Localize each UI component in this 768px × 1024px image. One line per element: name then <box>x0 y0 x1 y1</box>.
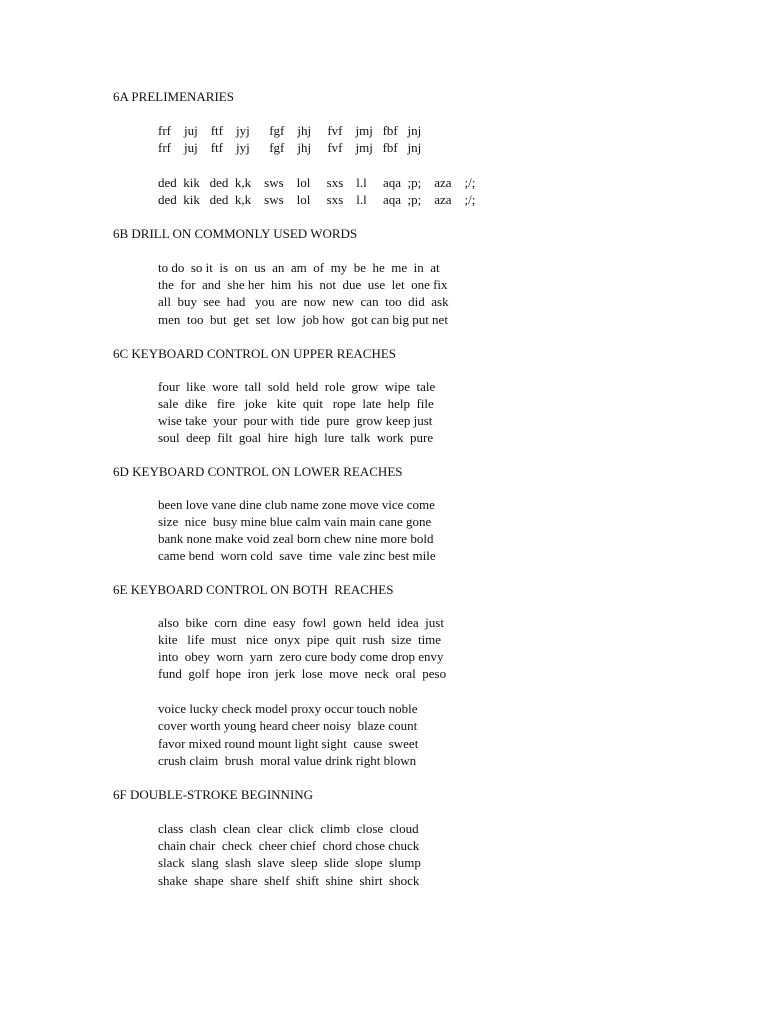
drill-line: voice lucky check model proxy occur touch noble <box>158 701 418 716</box>
section-heading-6e: 6E KEYBOARD CONTROL ON BOTH REACHES <box>113 582 394 597</box>
section-heading-6d: 6D KEYBOARD CONTROL ON LOWER REACHES <box>113 464 403 479</box>
drill-line: came bend worn cold save time vale zinc best mile <box>158 548 436 563</box>
section-heading-6b: 6B DRILL ON COMMONLY USED WORDS <box>113 226 358 241</box>
drill-line: size nice busy mine blue calm vain main cane gone <box>158 514 432 529</box>
drill-line: class clash clean clear click climb close cloud <box>158 821 419 836</box>
drill-line: been love vane dine club name zone move vice come <box>158 497 435 512</box>
drill-line: to do so it is on us an am of my be he me in at <box>158 260 440 275</box>
drill-line: frf juj ftf jyj fgf jhj fvf jmj fbf jnj <box>158 140 422 155</box>
section-heading-6f: 6F DOUBLE-STROKE BEGINNING <box>113 787 314 802</box>
drill-line: favor mixed round mount light sight cause sweet <box>158 736 419 751</box>
drill-line: slack slang slash slave sleep slide slope slump <box>158 855 421 870</box>
drill-line: fund golf hope iron jerk lose move neck oral peso <box>158 666 447 681</box>
drill-line: ded kik ded k,k sws lol sxs l.l aqa ;p; aza ;/; <box>158 192 476 207</box>
section-heading-6c: 6C KEYBOARD CONTROL ON UPPER REACHES <box>113 346 397 361</box>
drill-line: four like wore tall sold held role grow wipe tale <box>158 379 436 394</box>
drill-line: all buy see had you are now new can too did ask <box>158 294 449 309</box>
drill-line: wise take your pour with tide pure grow keep just <box>158 413 433 428</box>
section-heading-6a: 6A PRELIMENARIES <box>113 89 234 104</box>
drill-line: soul deep filt goal hire high lure talk work pure <box>158 430 434 445</box>
drill-line: the for and she her him his not due use let one fix <box>158 277 448 292</box>
drill-line: chain chair check cheer chief chord chose chuck <box>158 838 420 853</box>
drill-line: frf juj ftf jyj fgf jhj fvf jmj fbf jnj <box>158 123 422 138</box>
drill-line: sale dike fire joke kite quit rope late help file <box>158 396 434 411</box>
drill-line: cover worth young heard cheer noisy blaze count <box>158 718 418 733</box>
drill-line: crush claim brush moral value drink right blown <box>158 753 417 768</box>
drill-line: shake shape share shelf shift shine shirt shock <box>158 873 420 888</box>
drill-line: men too but get set low job how got can big put net <box>158 312 448 327</box>
drill-line: kite life must nice onyx pipe quit rush size time <box>158 632 442 647</box>
drill-line: bank none make void zeal born chew nine more bold <box>158 531 434 546</box>
drill-line: into obey worn yarn zero cure body come drop envy <box>158 649 444 664</box>
drill-line: ded kik ded k,k sws lol sxs l.l aqa ;p; aza ;/; <box>158 175 476 190</box>
drill-line: also bike corn dine easy fowl gown held idea just <box>158 615 444 630</box>
